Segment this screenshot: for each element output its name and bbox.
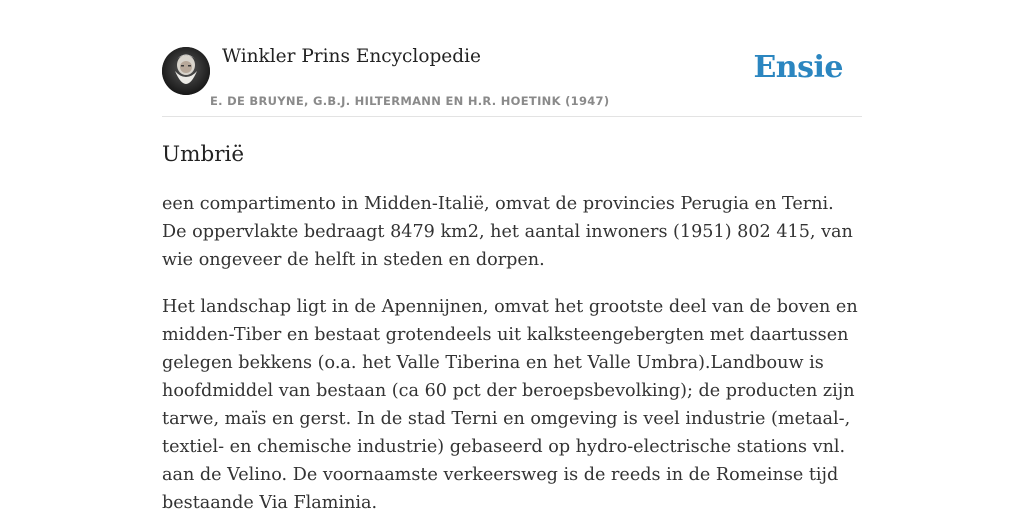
author-portrait-icon[interactable] [162,47,210,95]
publication-authors: E. DE BRUYNE, G.B.J. HILTERMANN EN H.R. HOETINK (1947) [210,94,610,108]
publication-title[interactable]: Winkler Prins Encyclopedie [222,46,481,67]
page [162,0,862,512]
entry-paragraph: Het landschap ligt in de Apennijnen, omvat het grootste deel van de boven en midden-Tiber en bestaat grotendeels uit kalksteengebergten met daartussen gelegen bekkens (o.a. het Valle Tiberina en het Valle Umbra).Landbouw is hoofdmiddel van bestaan (ca 60 pct der beroepsbevolking); de producten zijn tarwe, maïs en gerst. In de stad Terni en omgeving is veel industrie (metaal-, textiel- en chemische industrie) gebaseerd op hydro-electrische stations vnl. aan de Velino. De voornaamste verkeersweg is de reeds in de Romeinse tijd bestaande Via Flaminia. [162,297,858,512]
entry-paragraph: een compartimento in Midden-Italië, omvat de provincies Perugia en Terni. De oppervlakte bedraagt 8479 km2, het aantal inwoners (1951) 802 415, van wie ongeveer de helft in steden en dorpen. [162,194,853,270]
header [162,0,862,117]
entry-title: Umbrië [162,142,245,167]
ensie-logo[interactable]: Ensie [753,50,843,85]
